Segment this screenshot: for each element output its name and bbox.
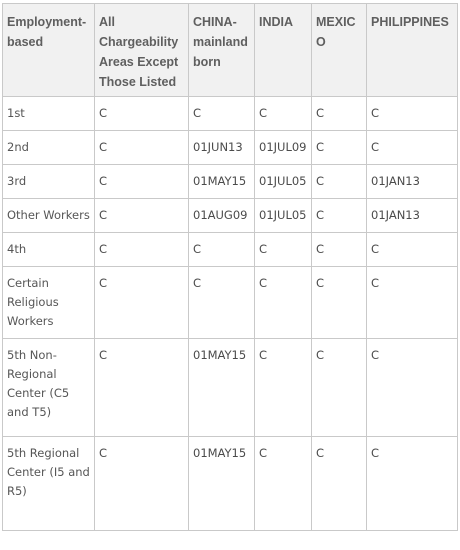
cell-mexico: C — [312, 131, 367, 165]
table-row — [3, 131, 458, 165]
cell-all: C — [95, 267, 189, 339]
row-category: 4th — [3, 233, 95, 267]
row-category: 3rd — [3, 165, 95, 199]
cell-mexico: C — [312, 97, 367, 131]
header-row — [3, 4, 458, 97]
table-row — [3, 233, 458, 267]
row-category: 2nd — [3, 131, 95, 165]
header-philippines: PHILIPPINES — [367, 4, 458, 97]
table-row — [3, 165, 458, 199]
cell-all: C — [95, 97, 189, 131]
row-category: Certain Religious Workers — [3, 267, 95, 339]
cell-china: 01JUN13 — [189, 131, 255, 165]
cell-mexico: C — [312, 267, 367, 339]
cell-mexico: C — [312, 233, 367, 267]
cell-china: 01AUG09 — [189, 199, 255, 233]
cell-all: C — [95, 199, 189, 233]
header-all-chargeability: All Chargeability Areas Except Those Listed — [95, 4, 189, 97]
cell-china: 01MAY15 — [189, 437, 255, 531]
row-category: 5th Regional Center (I5 and R5) — [3, 437, 95, 531]
cell-philippines: C — [367, 437, 458, 531]
table-row — [3, 199, 458, 233]
cell-all: C — [95, 233, 189, 267]
table-row — [3, 97, 458, 131]
header-china: CHINA-mainland born — [189, 4, 255, 97]
visa-bulletin-table — [2, 3, 458, 531]
cell-mexico: C — [312, 437, 367, 531]
table-row — [3, 437, 458, 531]
cell-india: 01JUL05 — [255, 199, 312, 233]
header-mexico: MEXICO — [312, 4, 367, 97]
cell-all: C — [95, 339, 189, 437]
cell-china: C — [189, 267, 255, 339]
cell-mexico: C — [312, 199, 367, 233]
cell-india: 01JUL09 — [255, 131, 312, 165]
cell-china: C — [189, 233, 255, 267]
cell-philippines: C — [367, 97, 458, 131]
header-india: INDIA — [255, 4, 312, 97]
row-category: 5th Non-Regional Center (C5 and T5) — [3, 339, 95, 437]
cell-philippines: C — [367, 339, 458, 437]
cell-china: 01MAY15 — [189, 165, 255, 199]
table-row — [3, 339, 458, 437]
cell-all: C — [95, 437, 189, 531]
cell-philippines: C — [367, 267, 458, 339]
cell-india: 01JUL05 — [255, 165, 312, 199]
cell-india: C — [255, 267, 312, 339]
cell-india: C — [255, 97, 312, 131]
cell-philippines: C — [367, 233, 458, 267]
cell-philippines: 01JAN13 — [367, 165, 458, 199]
cell-india: C — [255, 339, 312, 437]
table-row — [3, 267, 458, 339]
row-category: Other Workers — [3, 199, 95, 233]
cell-india: C — [255, 233, 312, 267]
cell-china: C — [189, 97, 255, 131]
cell-philippines: 01JAN13 — [367, 199, 458, 233]
cell-philippines: C — [367, 131, 458, 165]
cell-mexico: C — [312, 165, 367, 199]
cell-all: C — [95, 131, 189, 165]
cell-india: C — [255, 437, 312, 531]
cell-mexico: C — [312, 339, 367, 437]
cell-all: C — [95, 165, 189, 199]
cell-china: 01MAY15 — [189, 339, 255, 437]
row-category: 1st — [3, 97, 95, 131]
header-employment-based: Employment-based — [3, 4, 95, 97]
